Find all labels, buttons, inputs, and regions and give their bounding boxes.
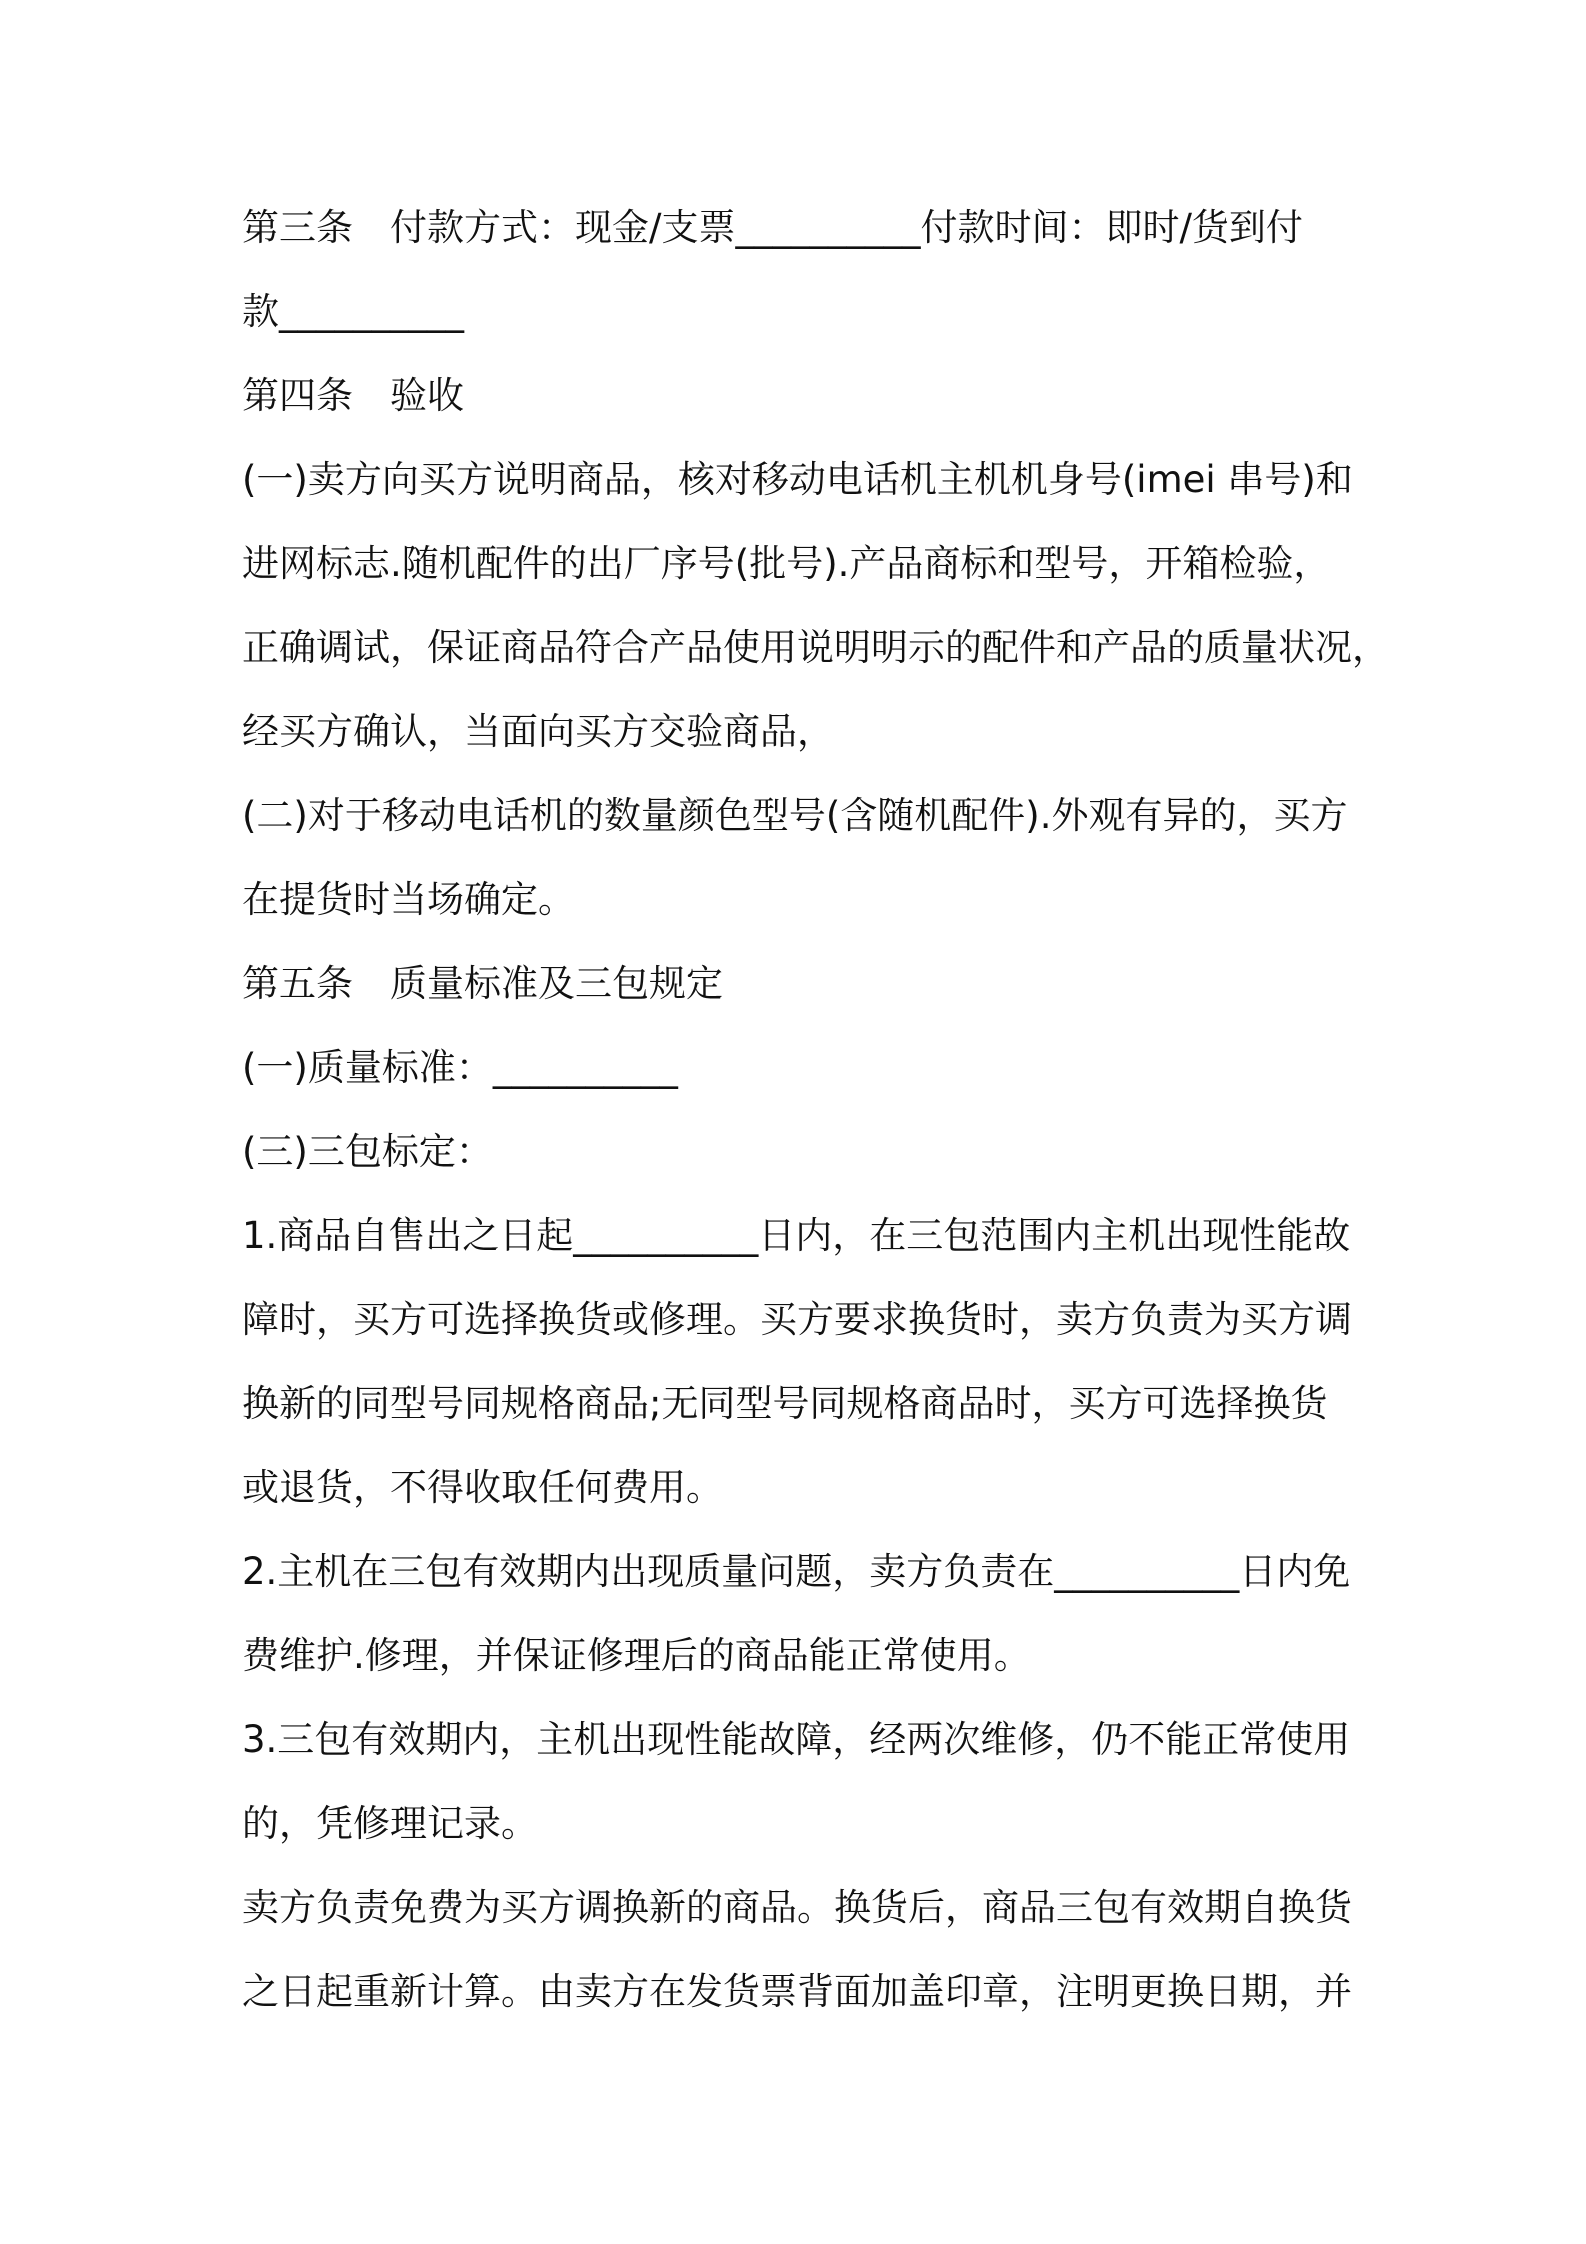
clause-4-item-2-line-2: 在提货时当场确定。: [242, 878, 575, 921]
warranty-item-3-line-2: 的，凭修理记录。: [242, 1802, 538, 1845]
warranty-item-3-line-1: 3.三包有效期内，主机出现性能故障，经两次维修，仍不能正常使用: [242, 1718, 1351, 1761]
clause-3-payment-line-2: 款__________: [242, 290, 464, 333]
clause-5-warranty-heading: (三)三包标定：: [242, 1130, 493, 1173]
replacement-paragraph-line-2: 之日起重新计算。由卖方在发货票背面加盖印章，注明更换日期，并: [242, 1970, 1352, 2013]
warranty-item-1-line-3: 换新的同型号同规格商品;无同型号同规格商品时，买方可选择换货: [242, 1382, 1328, 1425]
clause-5-quality-standard: (一)质量标准：__________: [242, 1046, 678, 1089]
warranty-item-2-line-1: 2.主机在三包有效期内出现质量问题，卖方负责在__________日内免: [242, 1550, 1351, 1593]
warranty-item-2-line-2: 费维护.修理，并保证修理后的商品能正常使用。: [242, 1634, 1031, 1677]
clause-5-heading: 第五条 质量标准及三包规定: [242, 962, 723, 1005]
clause-4-item-1-line-1: (一)卖方向买方说明商品，核对移动电话机主机机身号(imei 串号)和: [242, 458, 1353, 501]
clause-4-item-1-line-4: 经买方确认，当面向买方交验商品，: [242, 710, 834, 753]
warranty-item-1-line-2: 障时，买方可选择换货或修理。买方要求换货时，卖方负责为买方调: [242, 1298, 1352, 1341]
clause-4-item-1-line-2: 进网标志.随机配件的出厂序号(批号).产品商标和型号，开箱检验，: [242, 542, 1331, 585]
clause-4-item-1-line-3: 正确调试，保证商品符合产品使用说明明示的配件和产品的质量状况，: [242, 626, 1389, 669]
warranty-item-1-line-1: 1.商品自售出之日起__________日内，在三包范围内主机出现性能故: [242, 1214, 1351, 1257]
warranty-item-1-line-4: 或退货，不得收取任何费用。: [242, 1466, 723, 1509]
clause-4-item-2-line-1: (二)对于移动电话机的数量颜色型号(含随机配件).外观有异的，买方: [242, 794, 1348, 837]
clause-3-payment-line-1: 第三条 付款方式：现金/支票__________付款时间：即时/货到付: [242, 206, 1303, 249]
clause-4-heading: 第四条 验收: [242, 374, 464, 417]
replacement-paragraph-line-1: 卖方负责免费为买方调换新的商品。换货后，商品三包有效期自换货: [242, 1886, 1352, 1929]
